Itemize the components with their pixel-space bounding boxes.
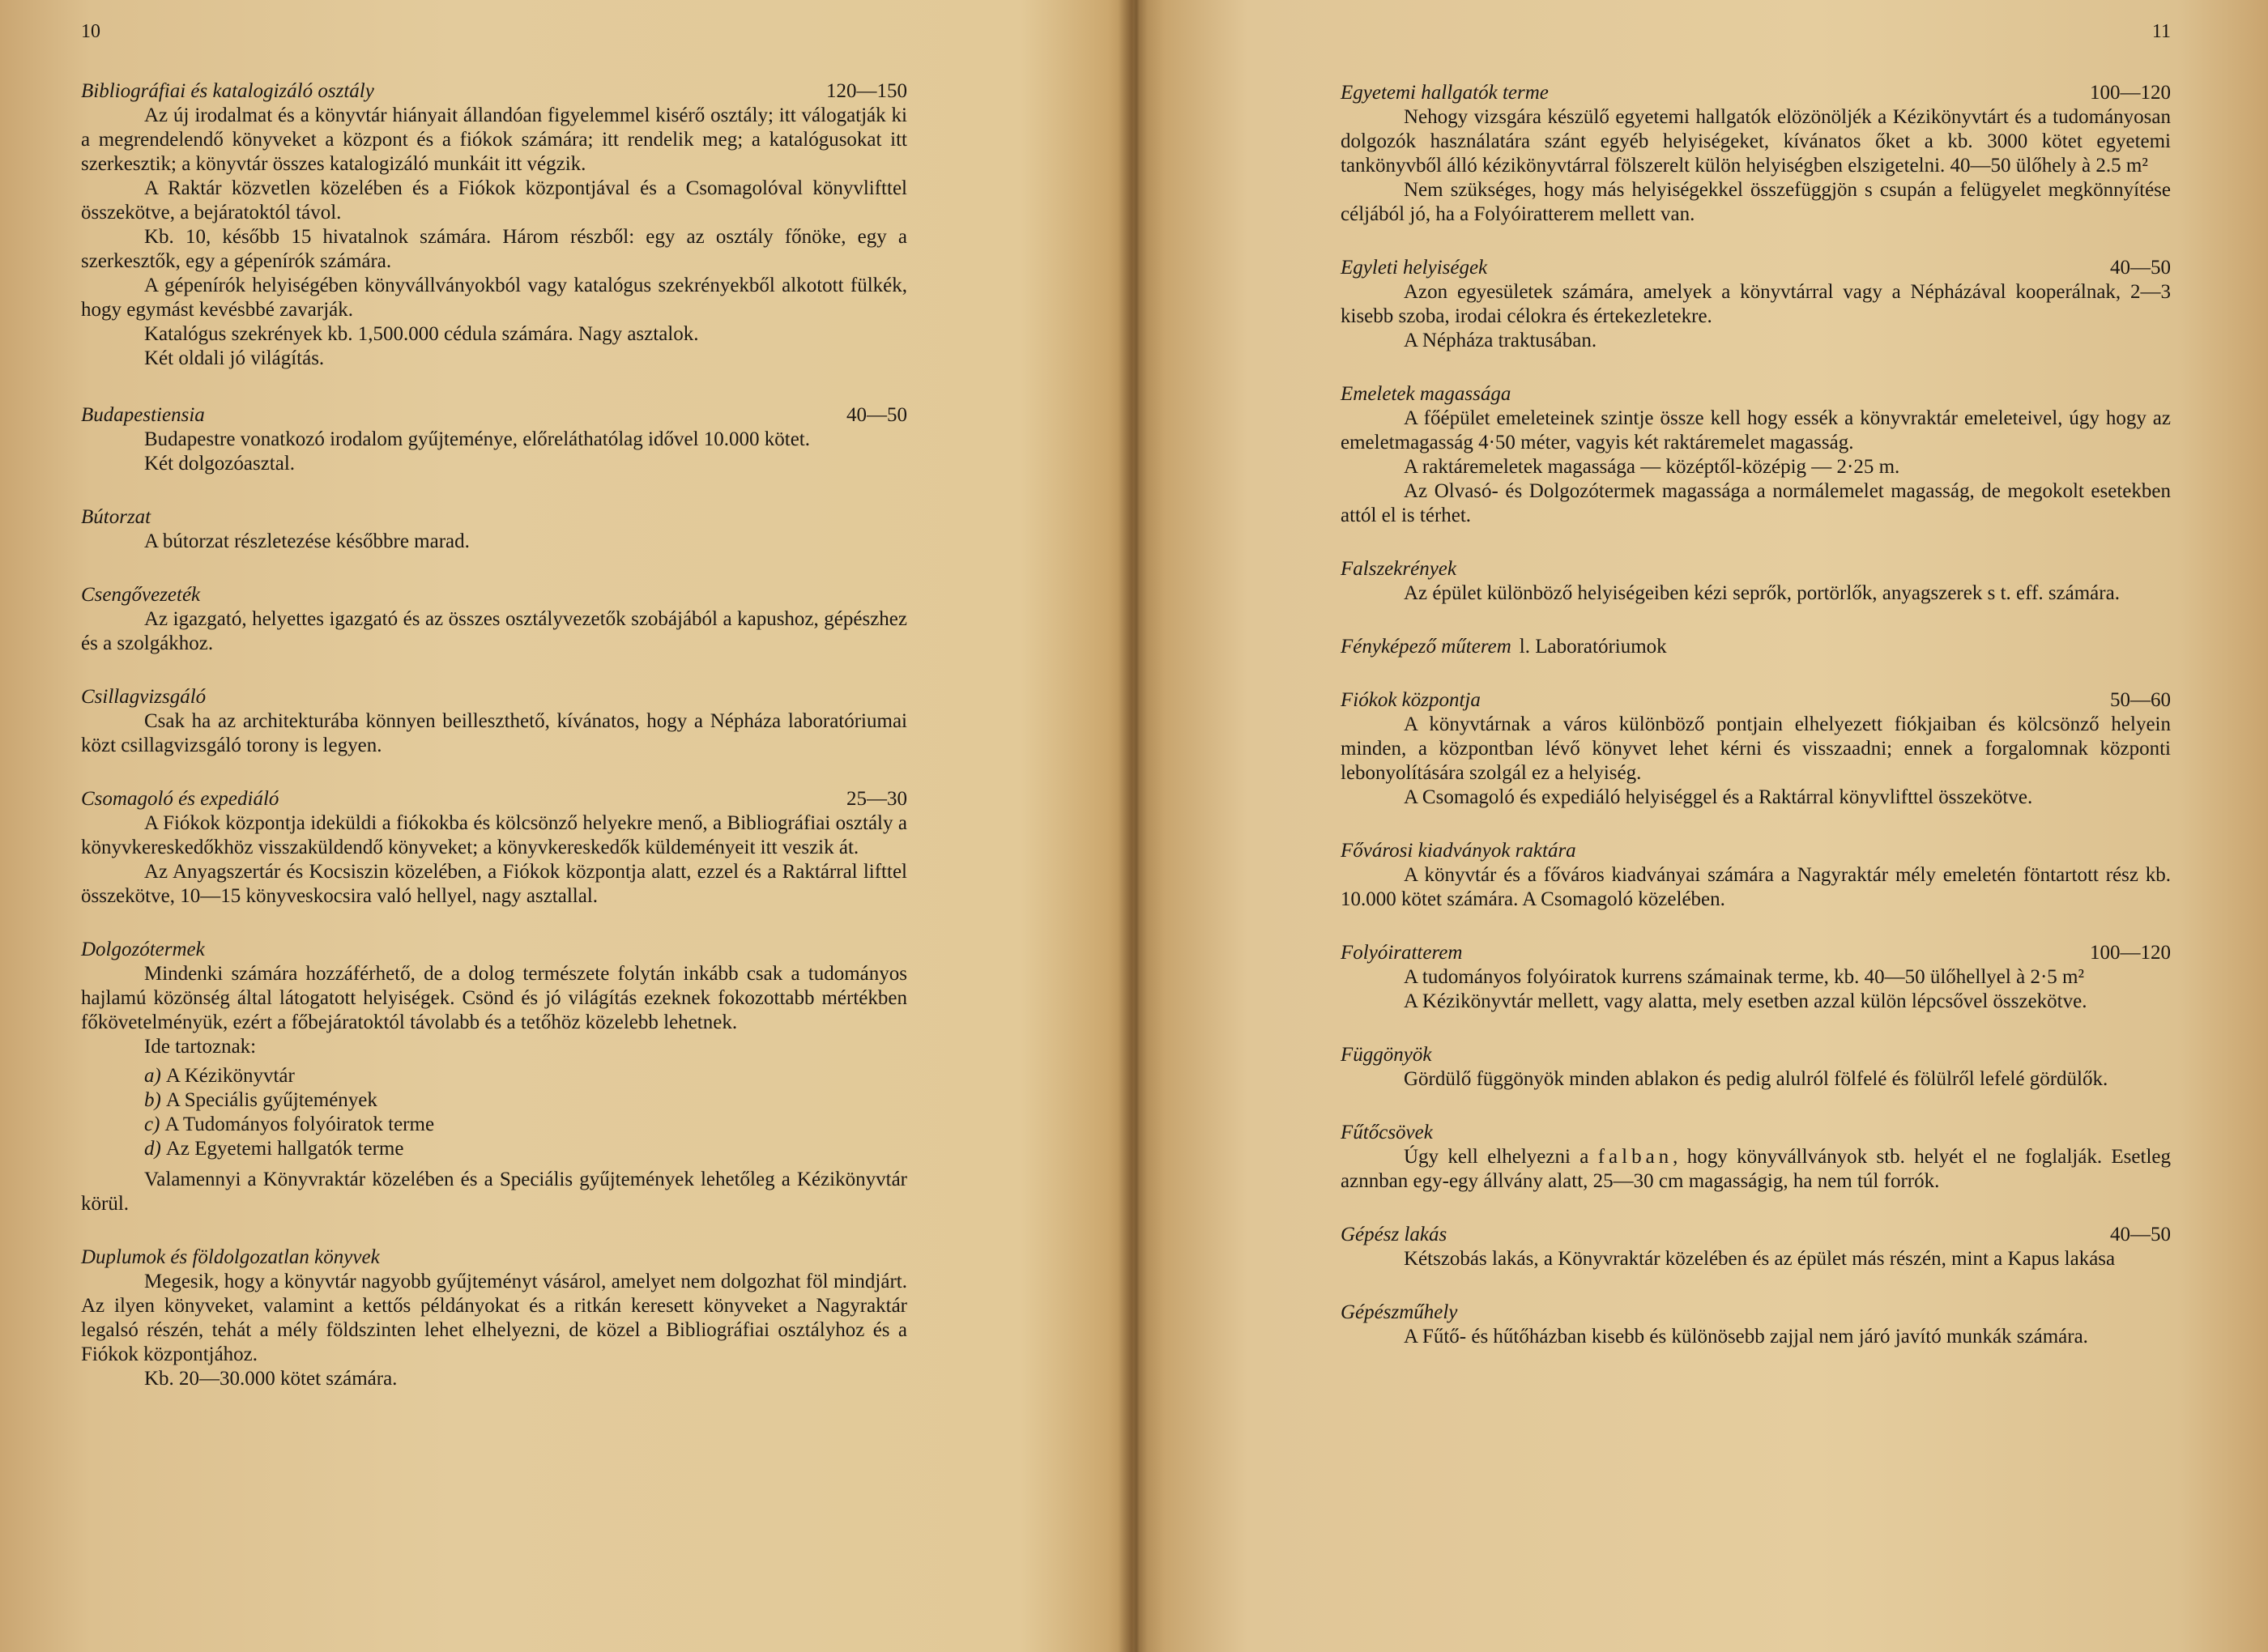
entry-paragraph: A Népháza traktusában. [1404, 330, 1597, 351]
entry-paragraph: Az Olvasó- és Dolgozótermek magassága a normálemelet magasság, de megokolt esetekben attól el is térhet. [1341, 480, 2171, 526]
entry-paragraph: Budapestre vonatkozó irodalom gyűjteménye, előreláthatólag idővel 10.000 kötet. [144, 428, 810, 450]
entry-paragraph: Kb. 20—30.000 kötet számára. [144, 1368, 398, 1390]
entry-folyoiratterem [1341, 941, 2171, 1014]
entry-paragraph: Azon egyesületek számára, amelyek a könyvtárral vagy a Népházával kooperálnak, 2—3 kisebb szoba, irodai célokra és értekezletekre. [1341, 281, 2171, 327]
entry-paragraph: A könyvtárnak a város különböző pontjain elhelyezett fiókjaiban és kölcsönző helyein minden, a központban lévő könyvet lehet kérni és visszaadni; ennek a forgalomnak központi lebonyolítására szolgál ez a helyiség. [1341, 713, 2171, 784]
entry-duplumok [81, 1245, 907, 1391]
entry-paragraph: A bútorzat részletezése későbbre marad. [144, 530, 470, 552]
entry-title: Gépész lakás [1341, 1224, 1447, 1245]
entry-paragraph: Kétszobás lakás, a Könyvraktár közelében és az épület más részén, mint a Kapus lakása [1404, 1248, 2116, 1270]
entry-title: Fiókok központja [1341, 689, 1481, 711]
right-page-content [1341, 81, 2171, 1378]
entry-bibliografiai [81, 79, 907, 371]
entry-title: Fővárosi kiadványok raktára [1341, 840, 1576, 862]
entry-butorzat [81, 505, 907, 554]
entry-paragraph: Valamennyi a Könyvraktár közelében és a Speciális gyűjtemények lehetőleg a Kézikönyvtár körül. [81, 1169, 907, 1215]
entry-paragraph: A gépenírók helyiségében könyvállványokból vagy katalógus szekrényekből alkotott fülkék, hogy egymást kevésbbé zavarják. [81, 275, 907, 321]
entry-paragraph: A tudományos folyóiratok kurrens számainak terme, kb. 40—50 ülőhellyel à 2·5 m² [1404, 966, 2084, 988]
entry-paragraph: A Kézikönyvtár mellett, vagy alatta, mely esetben azzal külön lépcsővel összekötve. [1404, 990, 2087, 1012]
entry-capacity: 120—150 [826, 80, 907, 102]
entry-title: Csengővezeték [81, 584, 201, 606]
entry-egyleti [1341, 256, 2171, 353]
page-number: 10 [81, 21, 100, 42]
left-page [81, 0, 907, 1652]
entry-csillagvizsgalo [81, 685, 907, 758]
entry-capacity: 50—60 [2110, 689, 2171, 711]
entry-gepeszmuhely [1341, 1301, 2171, 1349]
entry-title: Fűtőcsövek [1341, 1122, 1433, 1143]
entry-paragraph: Az igazgató, helyettes igazgató és az összes osztályvezetők szobájából a kapushoz, gépészhez és a szolgákhoz. [81, 608, 907, 654]
entry-paragraph: Katalógus szekrények kb. 1,500.000 cédula számára. Nagy asztalok. [144, 323, 699, 345]
left-page-content [81, 79, 907, 1420]
entry-capacity: 40—50 [846, 404, 907, 426]
entry-fiokok [1341, 688, 2171, 810]
entry-title: Falszekrények [1341, 558, 1456, 580]
right-page [1341, 0, 2171, 1652]
entry-egyetemi [1341, 81, 2171, 227]
entry-csengovezetek [81, 583, 907, 656]
entry-title: Dolgozótermek [81, 939, 205, 960]
entry-fuggonyok [1341, 1043, 2171, 1092]
list-item: a) A Kézikönyvtár [144, 1065, 295, 1087]
entry-paragraph: A Fűtő- és hűtőházban kisebb és különösebb zajjal nem járó javító munkák számára. [1404, 1326, 2088, 1348]
book-gutter [1108, 0, 1165, 1652]
list-item: d) Az Egyetemi hallgatók terme [144, 1138, 404, 1160]
entry-fenykepezo [1341, 635, 2171, 659]
entry-title: Egyleti helyiségek [1341, 257, 1488, 279]
entry-paragraph: A főépület emeleteinek szintje össze kell hogy essék a könyvraktár emeleteivel, úgy hogy az emeletmagasság 4·50 méter, vagyis két raktáremelet magasság. [1341, 407, 2171, 453]
entry-paragraph: A raktáremeletek magassága — középtől-középig — 2·25 m. [1404, 456, 1900, 478]
entry-paragraph: Az új irodalmat és a könyvtár hiányait állandóan figyelemmel kisérő osztály; itt válogatják ki a megrendelendő könyveket a központ és a fiókok számára; itt rendelik meg; a katalógusokat itt szerkesztik; a könyvtár összes katalogizáló munkáit itt végzik. [81, 104, 907, 175]
entry-title: Függönyök [1341, 1044, 1432, 1066]
entry-paragraph: Két dolgozóasztal. [144, 453, 296, 475]
entry-title: Bibliográfiai és katalogizáló osztály [81, 80, 374, 102]
entry-title: Fényképező műterem [1341, 636, 1511, 658]
entry-capacity: 40—50 [2110, 1224, 2171, 1245]
list-item: b) A Speciális gyűjtemények [144, 1089, 377, 1111]
entry-paragraph: Megesik, hogy a könyvtár nagyobb gyűjteményt vásárol, amelyet nem dolgozhat föl mindjárt. Az ilyen könyveket, valamint a kettős példányokat és a ritkán keresett könyveket a Nagyraktár legalsó részén, tehát a mély földszinten lehet elhelyezni, de közel a Bibliográfiai osztályhoz és a Fiókok központjához. [81, 1271, 907, 1365]
entry-title: Emeletek magassága [1341, 383, 1511, 405]
entry-title: Folyóiratterem [1341, 942, 1463, 964]
entry-paragraph: Mindenki számára hozzáférhető, de a dolog természete folytán inkább csak a tudományos hajlamú közönség által látogatott helyiségek. Csönd és jó világítás ezeknek fokozottabb mértékben főkövetelményük, ezért a főbejáratoktól távolabb és a tetőhöz közelebb lehetnek. [81, 963, 907, 1033]
entry-paragraph: Úgy kell elhelyezni a falban, hogy könyvállványok stb. helyét el ne foglalják. Esetleg aznnban egy-egy állvány alatt, 25—30 cm magasságig, ha nem túl forrók. [1341, 1146, 2171, 1192]
entry-csomagolo [81, 787, 907, 909]
entry-title: Csomagoló és expediáló [81, 788, 279, 810]
entry-title: Gépészműhely [1341, 1301, 1458, 1323]
entry-crossref: l. Laboratóriumok [1519, 636, 1667, 658]
entry-capacity: 100—120 [2090, 942, 2171, 964]
entry-falszekrenyek [1341, 557, 2171, 606]
entry-paragraph: Csak ha az architekturába könnyen beilleszthető, kívánatos, hogy a Népháza laboratóriumai közt csillagvizsgáló torony is legyen. [81, 710, 907, 756]
list-item: c) A Tudományos folyóiratok terme [144, 1113, 435, 1135]
entry-budapestiensia [81, 403, 907, 476]
entry-title: Egyetemi hallgatók terme [1341, 82, 1549, 104]
entry-paragraph: A Fiókok központja ideküldi a fiókokba és kölcsönző helyekre menő, a Bibliográfiai osztály a könyvkereskedőkhöz visszaküldendő könyveket; a könyvkereskedők küldeményeit itt veszik át. [81, 812, 907, 858]
page-number: 11 [2151, 21, 2171, 42]
entry-capacity: 25—30 [846, 788, 907, 810]
entry-capacity: 100—120 [2090, 82, 2171, 104]
room-list [144, 1064, 907, 1161]
entry-paragraph: Kb. 10, később 15 hivatalnok számára. Három részből: egy az osztály főnöke, egy a szerkesztők, egy a gépenírók számára. [81, 226, 907, 272]
entry-gepesz-lakas [1341, 1223, 2171, 1271]
entry-paragraph: Az épület különböző helyiségeiben kézi seprők, portörlők, anyagszerek s t. eff. számára. [1404, 582, 2120, 604]
entry-paragraph: A Raktár közvetlen közelében és a Fiókok központjával és a Csomagolóval könyvlifttel összekötve, a bejáratoktól távol. [81, 177, 907, 224]
entry-paragraph: Nehogy vizsgára készülő egyetemi hallgatók elözönöljék a Kézikönyvtárt és a tudományosan dolgozók használatára szánt egyéb helyiségeket, kívánatos őket a kb. 3000 kötet egyetemi tankönyvből álló kézikönyvtárral fölszerelt külön helyiségben elszigetelni. 40—50 ülőhely à 2.5 m² [1341, 106, 2171, 177]
entry-dolgozotermek [81, 938, 907, 1216]
entry-paragraph: Ide tartoznak: [144, 1036, 257, 1058]
entry-paragraph: Nem szükséges, hogy más helyiségekkel összefüggjön s csupán a felügyelet megkönnyítése céljából jó, ha a Folyóiratterem mellett van. [1341, 179, 2171, 225]
entry-paragraph: A könyvtár és a főváros kiadványai számára a Nagyraktár mély emeletén föntartott rész kb. 10.000 kötet számára. A Csomagoló közelében. [1341, 864, 2171, 910]
entry-title: Duplumok és földolgozatlan könyvek [81, 1246, 380, 1268]
entry-paragraph: Az Anyagszertár és Kocsiszin közelében, a Fiókok központja alatt, ezzel és a Raktárral lifttel összekötve, 10—15 könyveskocsira való hellyel, nagy asztallal. [81, 861, 907, 907]
entry-title: Bútorzat [81, 506, 151, 528]
entry-capacity: 40—50 [2110, 257, 2171, 279]
entry-fovarosi [1341, 839, 2171, 912]
entry-paragraph: A Csomagoló és expediáló helyiséggel és a Raktárral könyvlifttel összekötve. [1404, 786, 2033, 808]
entry-paragraph: Két oldali jó világítás. [144, 347, 325, 369]
entry-title: Csillagvizsgáló [81, 686, 207, 708]
entry-paragraph: Gördülő függönyök minden ablakon és pedig alulról fölfelé és fölülről lefelé gördülők. [1404, 1068, 2108, 1090]
entry-emeletek [1341, 382, 2171, 528]
entry-futocsovek [1341, 1121, 2171, 1194]
entry-title: Budapestiensia [81, 404, 205, 426]
